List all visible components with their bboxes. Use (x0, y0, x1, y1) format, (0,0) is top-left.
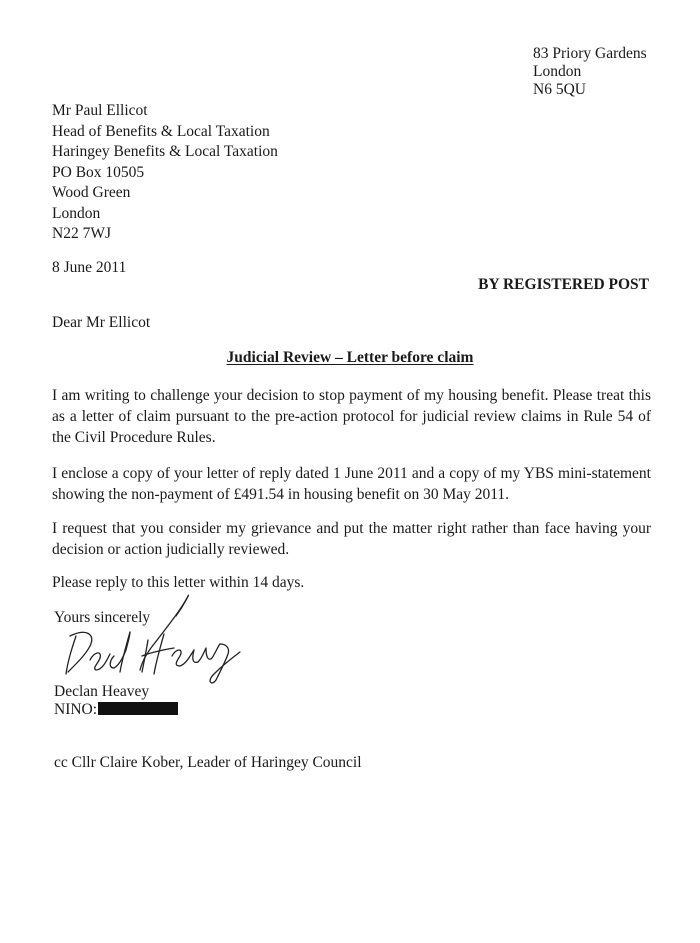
salutation: Dear Mr Ellicot (52, 314, 151, 331)
sender-address-postcode: N6 5QU (533, 81, 586, 98)
signer-name: Declan Heavey (54, 683, 150, 700)
recipient-area: Wood Green (52, 184, 131, 201)
subject-line: Judicial Review – Letter before claim (226, 349, 474, 366)
body-paragraph-3: I request that you consider my grievance and put the matter right rather than face having your decision or action judicially reviewed. (52, 520, 651, 558)
delivery-method: BY REGISTERED POST (478, 276, 649, 293)
sender-address-street: 83 Priory Gardens (533, 45, 647, 62)
recipient-title: Head of Benefits & Local Taxation (52, 122, 270, 140)
body-paragraph-1: I am writing to challenge your decision to stop payment of my housing benefit. Please treat this as a letter of claim pursuant to the pre-action protocol for judicial review claims in Rule 54 of the Civil Procedure Rules. (52, 387, 651, 446)
closing-request: Please reply to this letter within 14 days. (52, 574, 305, 591)
sender-address (533, 45, 647, 99)
handwritten-signature (56, 586, 246, 686)
recipient-po-box: PO Box 10505 (52, 163, 145, 181)
valediction: Yours sincerely (54, 609, 151, 626)
recipient-name: Mr Paul Ellicot (52, 102, 148, 119)
recipient-address (52, 101, 278, 245)
sender-address-city: London (533, 63, 582, 80)
recipient-postcode: N22 7WJ (52, 225, 111, 242)
nino-label: NINO: (54, 701, 98, 718)
recipient-department: Haringey Benefits & Local Taxation (52, 143, 278, 160)
recipient-city: London (52, 204, 101, 222)
cc-line: cc Cllr Claire Kober, Leader of Haringey Council (54, 754, 362, 771)
body-paragraph-2: I enclose a copy of your letter of reply dated 1 June 2011 and a copy of my YBS mini-statement showing the non-payment of £491.54 in housing benefit on 30 May 2011. (52, 465, 651, 503)
letter-date: 8 June 2011 (52, 259, 127, 276)
nino-line (54, 700, 178, 720)
redaction-bar (98, 702, 178, 715)
